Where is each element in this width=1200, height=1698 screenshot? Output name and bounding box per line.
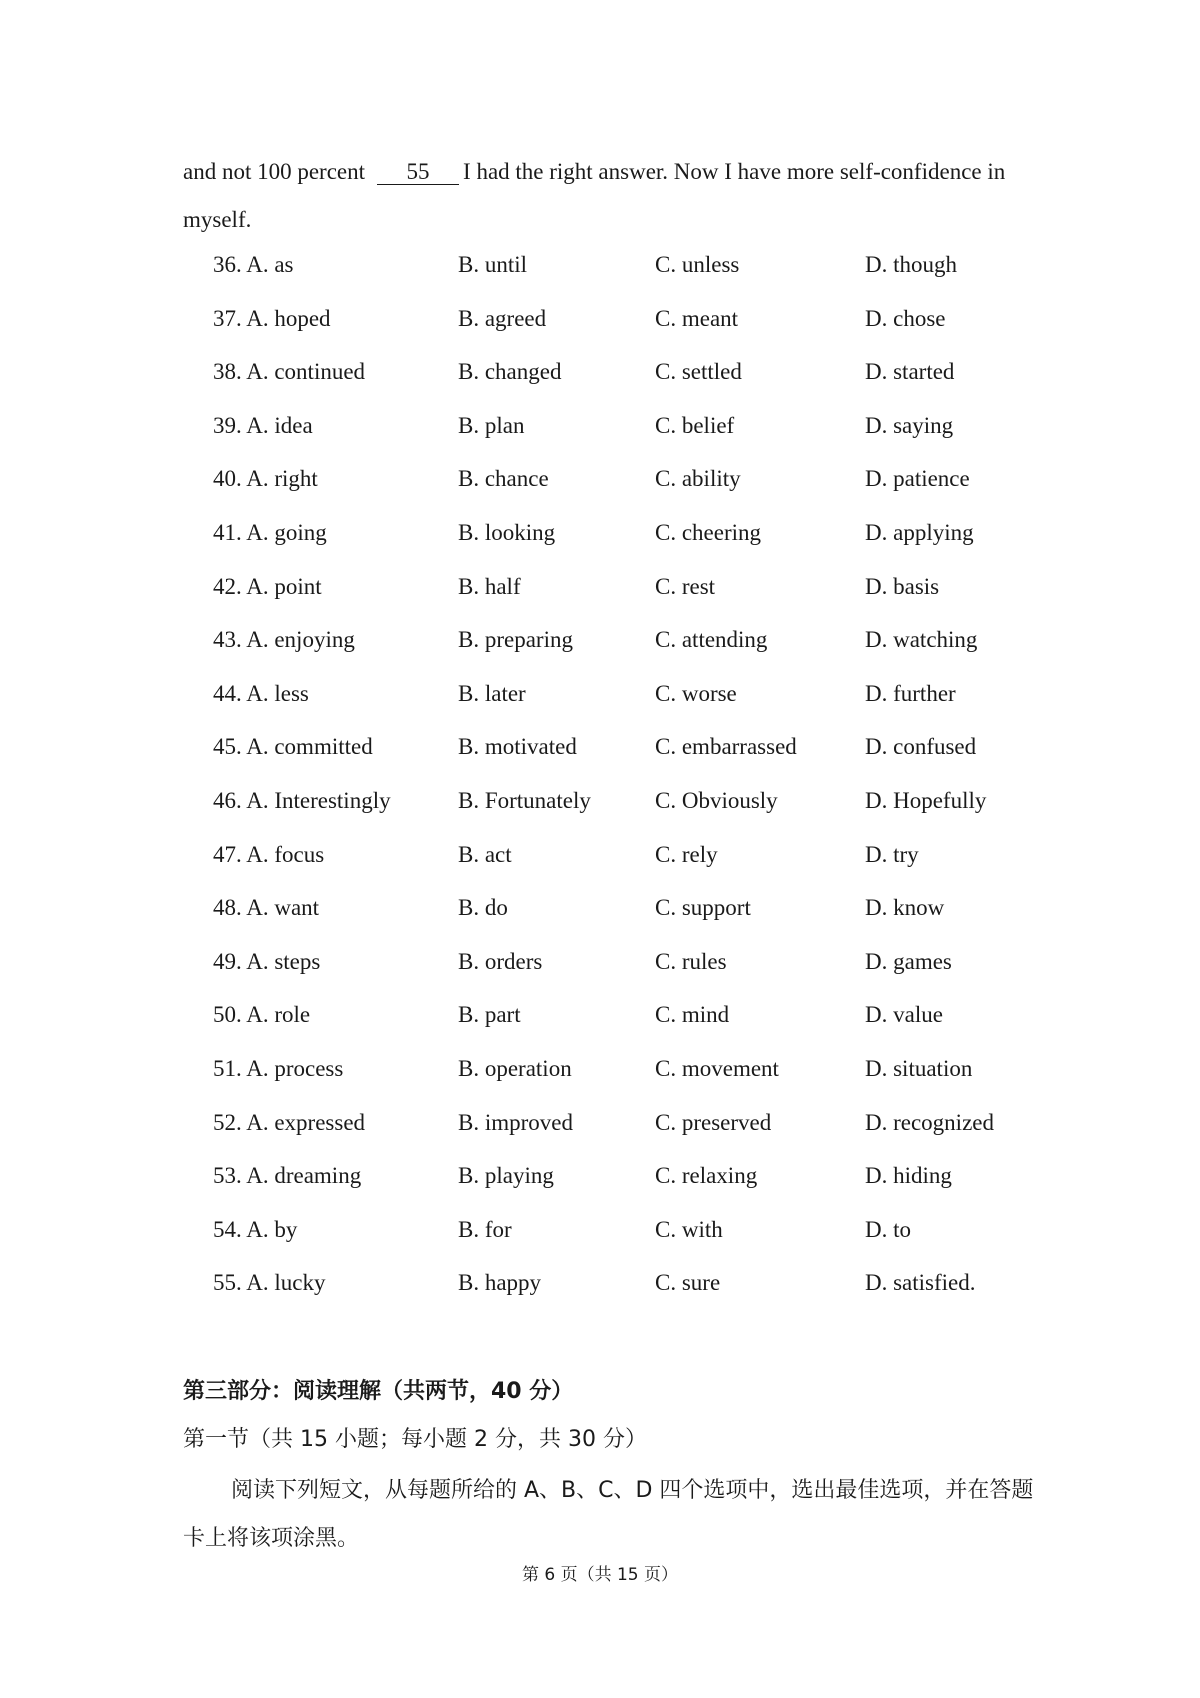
option-a: 52. A. expressed xyxy=(213,1109,366,1135)
option-d: D. games xyxy=(865,948,952,974)
option-b: B. happy xyxy=(458,1270,542,1296)
option-c: C. preserved xyxy=(655,1109,772,1135)
option-d: D. value xyxy=(865,1002,943,1028)
question-row xyxy=(213,411,1073,465)
option-b: B. changed xyxy=(458,359,562,385)
option-d: D. further xyxy=(865,680,956,706)
option-b: B. operation xyxy=(458,1055,572,1081)
cloze-options-list xyxy=(213,250,1073,1322)
option-d: D. applying xyxy=(865,519,974,545)
blank-55: 55 xyxy=(377,160,459,185)
option-c: C. support xyxy=(655,895,751,921)
option-a: 54. A. by xyxy=(213,1216,298,1242)
option-a: 47. A. focus xyxy=(213,841,325,867)
question-row xyxy=(213,840,1073,894)
option-d: D. satisfied. xyxy=(865,1270,976,1296)
passage-ending xyxy=(183,148,1063,244)
option-b: B. plan xyxy=(458,412,525,438)
option-c: C. worse xyxy=(655,680,737,706)
option-c: C. movement xyxy=(655,1055,779,1081)
option-a: 37. A. hoped xyxy=(213,305,331,331)
option-c: C. rest xyxy=(655,573,716,599)
option-b: B. orders xyxy=(458,948,543,974)
option-b: B. Fortunately xyxy=(458,787,591,813)
option-b: B. chance xyxy=(458,466,549,492)
option-b: B. for xyxy=(458,1216,512,1242)
option-a: 45. A. committed xyxy=(213,734,373,760)
page-footer: 第 6 页（共 15 页） xyxy=(521,1565,679,1585)
option-a: 43. A. enjoying xyxy=(213,627,355,653)
option-d: D. chose xyxy=(865,305,946,331)
passage-text-before-blank: and not 100 percent xyxy=(183,159,366,184)
option-c: C. attending xyxy=(655,627,768,653)
option-a: 39. A. idea xyxy=(213,412,313,438)
option-d: D. saying xyxy=(865,412,954,438)
option-c: C. belief xyxy=(655,412,735,438)
question-row xyxy=(213,1000,1073,1054)
question-row xyxy=(213,679,1073,733)
question-row xyxy=(213,947,1073,1001)
question-row xyxy=(213,786,1073,840)
question-row xyxy=(213,1161,1073,1215)
option-c: C. settled xyxy=(655,359,742,385)
option-d: D. watching xyxy=(865,627,978,653)
section-title: 第三部分：阅读理解（共两节，40 分） xyxy=(183,1379,574,1404)
option-d: D. know xyxy=(865,895,945,921)
question-row xyxy=(213,250,1073,304)
option-d: D. patience xyxy=(865,466,970,492)
option-b: B. do xyxy=(458,895,508,921)
option-c: C. meant xyxy=(655,305,739,331)
option-b: B. until xyxy=(458,252,528,277)
option-b: B. improved xyxy=(458,1109,573,1135)
option-b: B. later xyxy=(458,680,526,706)
option-a: 48. A. want xyxy=(213,895,320,921)
option-d: D. try xyxy=(865,841,919,867)
question-row xyxy=(213,572,1073,626)
option-c: C. cheering xyxy=(655,519,762,545)
option-a: 49. A. steps xyxy=(213,948,321,974)
question-row xyxy=(213,518,1073,572)
option-a: 42. A. point xyxy=(213,573,322,599)
question-row xyxy=(213,1215,1073,1269)
option-d: D. started xyxy=(865,359,955,385)
option-c: C. mind xyxy=(655,1002,730,1028)
option-b: B. agreed xyxy=(458,305,547,331)
option-b: B. half xyxy=(458,573,521,599)
question-row xyxy=(213,1108,1073,1162)
option-d: D. confused xyxy=(865,734,977,760)
question-row xyxy=(213,357,1073,411)
option-a: 36. A. as xyxy=(213,252,294,277)
option-c: C. relaxing xyxy=(655,1163,758,1189)
option-b: B. preparing xyxy=(458,627,573,653)
subsection-title: 第一节（共 15 小题；每小题 2 分，共 30 分） xyxy=(183,1427,647,1452)
option-d: D. basis xyxy=(865,573,940,599)
option-d: D. situation xyxy=(865,1055,973,1081)
option-b: B. part xyxy=(458,1002,521,1028)
option-c: C. sure xyxy=(655,1270,721,1296)
option-d: D. to xyxy=(865,1216,911,1242)
option-a: 40. A. right xyxy=(213,466,318,492)
option-a: 53. A. dreaming xyxy=(213,1163,362,1189)
passage-text-after-blank: I had the right answer. Now I have more self-confidence in myself. xyxy=(183,159,1006,232)
option-a: 38. A. continued xyxy=(213,359,366,385)
option-a: 44. A. less xyxy=(213,680,309,706)
option-a: 55. A. lucky xyxy=(213,1270,326,1296)
option-c: C. ability xyxy=(655,466,741,492)
question-row xyxy=(213,732,1073,786)
option-b: B. looking xyxy=(458,519,556,545)
option-b: B. act xyxy=(458,841,512,867)
question-row xyxy=(213,625,1073,679)
option-c: C. unless xyxy=(655,252,740,277)
option-c: C. with xyxy=(655,1216,723,1242)
option-a: 50. A. role xyxy=(213,1002,311,1028)
question-row xyxy=(213,1054,1073,1108)
option-b: B. playing xyxy=(458,1163,554,1189)
option-c: C. Obviously xyxy=(655,787,778,813)
question-row xyxy=(213,893,1073,947)
option-d: D. hiding xyxy=(865,1163,952,1189)
option-c: C. rules xyxy=(655,948,727,974)
option-a: 41. A. going xyxy=(213,519,327,545)
question-row xyxy=(213,464,1073,518)
option-d: D. recognized xyxy=(865,1109,994,1135)
option-b: B. motivated xyxy=(458,734,577,760)
question-row xyxy=(213,304,1073,358)
option-c: C. rely xyxy=(655,841,718,867)
option-d: D. Hopefully xyxy=(865,787,987,813)
option-c: C. embarrassed xyxy=(655,734,797,760)
option-a: 46. A. Interestingly xyxy=(213,787,391,813)
option-d: D. though xyxy=(865,252,957,277)
question-row xyxy=(213,1268,1073,1322)
section-instructions: 阅读下列短文，从每题所给的 A、B、C、D 四个选项中，选出最佳选项，并在答题卡上将该项涂黑。 xyxy=(183,1478,1034,1551)
option-a: 51. A. process xyxy=(213,1055,344,1081)
